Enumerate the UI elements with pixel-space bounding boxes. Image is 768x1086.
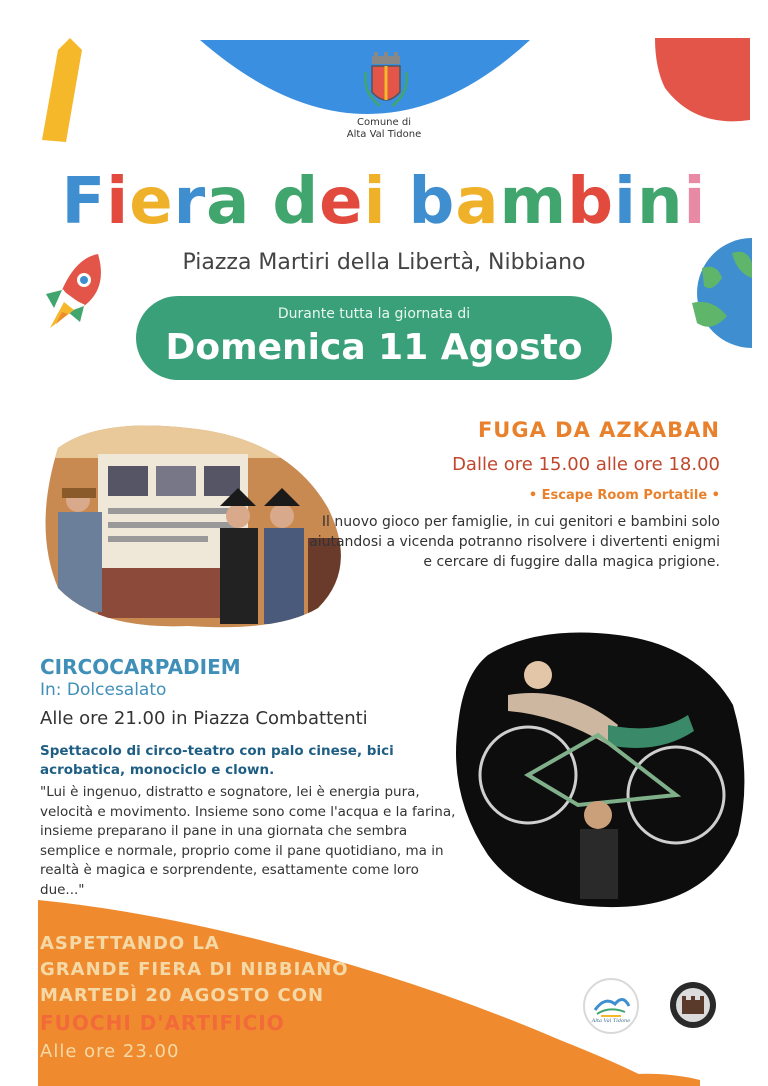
title-letter: m <box>499 165 568 239</box>
castle-seal-logo <box>668 980 718 1030</box>
title-letter: b <box>567 165 615 239</box>
event2-quote: "Lui è ingenuo, distratto e sognatore, lei è energia pura, velocità e movimento. Insieme sono come l'acqua e la farina, insieme preparano il pane in una giornata che sembra semplice e normale, proprio come il pane quotidiano, ma in realtà è magica e sorprendente, esattamente come loro due..." <box>40 784 456 898</box>
date-pretext: Durante tutta la giornata di <box>277 306 471 322</box>
event1-time: Dalle ore 15.00 alle ore 18.00 <box>452 454 720 475</box>
title-letter: i <box>683 165 707 239</box>
landscape-icon <box>585 980 637 1032</box>
municipality-name <box>0 117 768 141</box>
location-text: Piazza Martiri della Libertà, Nibbiano <box>182 250 586 275</box>
title-letter: i <box>614 165 637 239</box>
event2-highlight: Spettacolo di circo-teatro con palo cinese, bici acrobatica, monociclo e clown. <box>40 743 394 778</box>
title-letter: F <box>61 165 107 239</box>
municipality-line2: Alta Val Tidone <box>346 129 422 140</box>
event1-subtitle: • Escape Room Portatile • <box>528 488 720 503</box>
title-letter: i <box>363 165 387 239</box>
title-letter: e <box>319 165 364 239</box>
title-letter: r <box>173 165 207 239</box>
footer-line1: ASPETTANDO LA <box>40 933 220 954</box>
event1-description: Il nuovo gioco per famiglie, in cui genitori e bambini solo aiutandosi a vicenda potranno risolvere i divertenti enigmi e cercare di fuggire dalla magica prigione. <box>309 514 720 570</box>
poster-title <box>0 162 768 242</box>
title-letter: n <box>636 165 684 239</box>
title-letter: a <box>455 165 500 239</box>
coat-of-arms-logo <box>362 52 410 114</box>
event2-company: In: Dolcesalato <box>40 680 167 700</box>
alta-val-tidone-logo <box>583 978 639 1034</box>
title-letter: a <box>206 165 251 239</box>
event2-title: CIRCOCARPADIEM <box>40 655 241 679</box>
acrobatic-bike-photo <box>448 615 748 915</box>
footer-line3: MARTEDÌ 20 AGOSTO CON <box>40 985 325 1006</box>
title-letter: i <box>106 165 130 239</box>
footer-line4: FUOCHI D'ARTIFICIO <box>40 1011 285 1035</box>
date-text: Domenica 11 Agosto <box>165 327 583 368</box>
footer-line5: Alle ore 23.00 <box>40 1041 180 1062</box>
municipality-line1: Comune di <box>357 117 411 128</box>
title-letter: e <box>129 165 174 239</box>
title-letter: b <box>408 165 456 239</box>
title-letter: d <box>272 165 320 239</box>
event2-time: Alle ore 21.00 in Piazza Combattenti <box>40 708 368 729</box>
logo1-caption: Alta Val Tidone <box>591 1018 631 1024</box>
event1-title: FUGA DA AZKABAN <box>477 418 720 442</box>
footer-line2: GRANDE FIERA DI NIBBIANO <box>40 959 349 980</box>
